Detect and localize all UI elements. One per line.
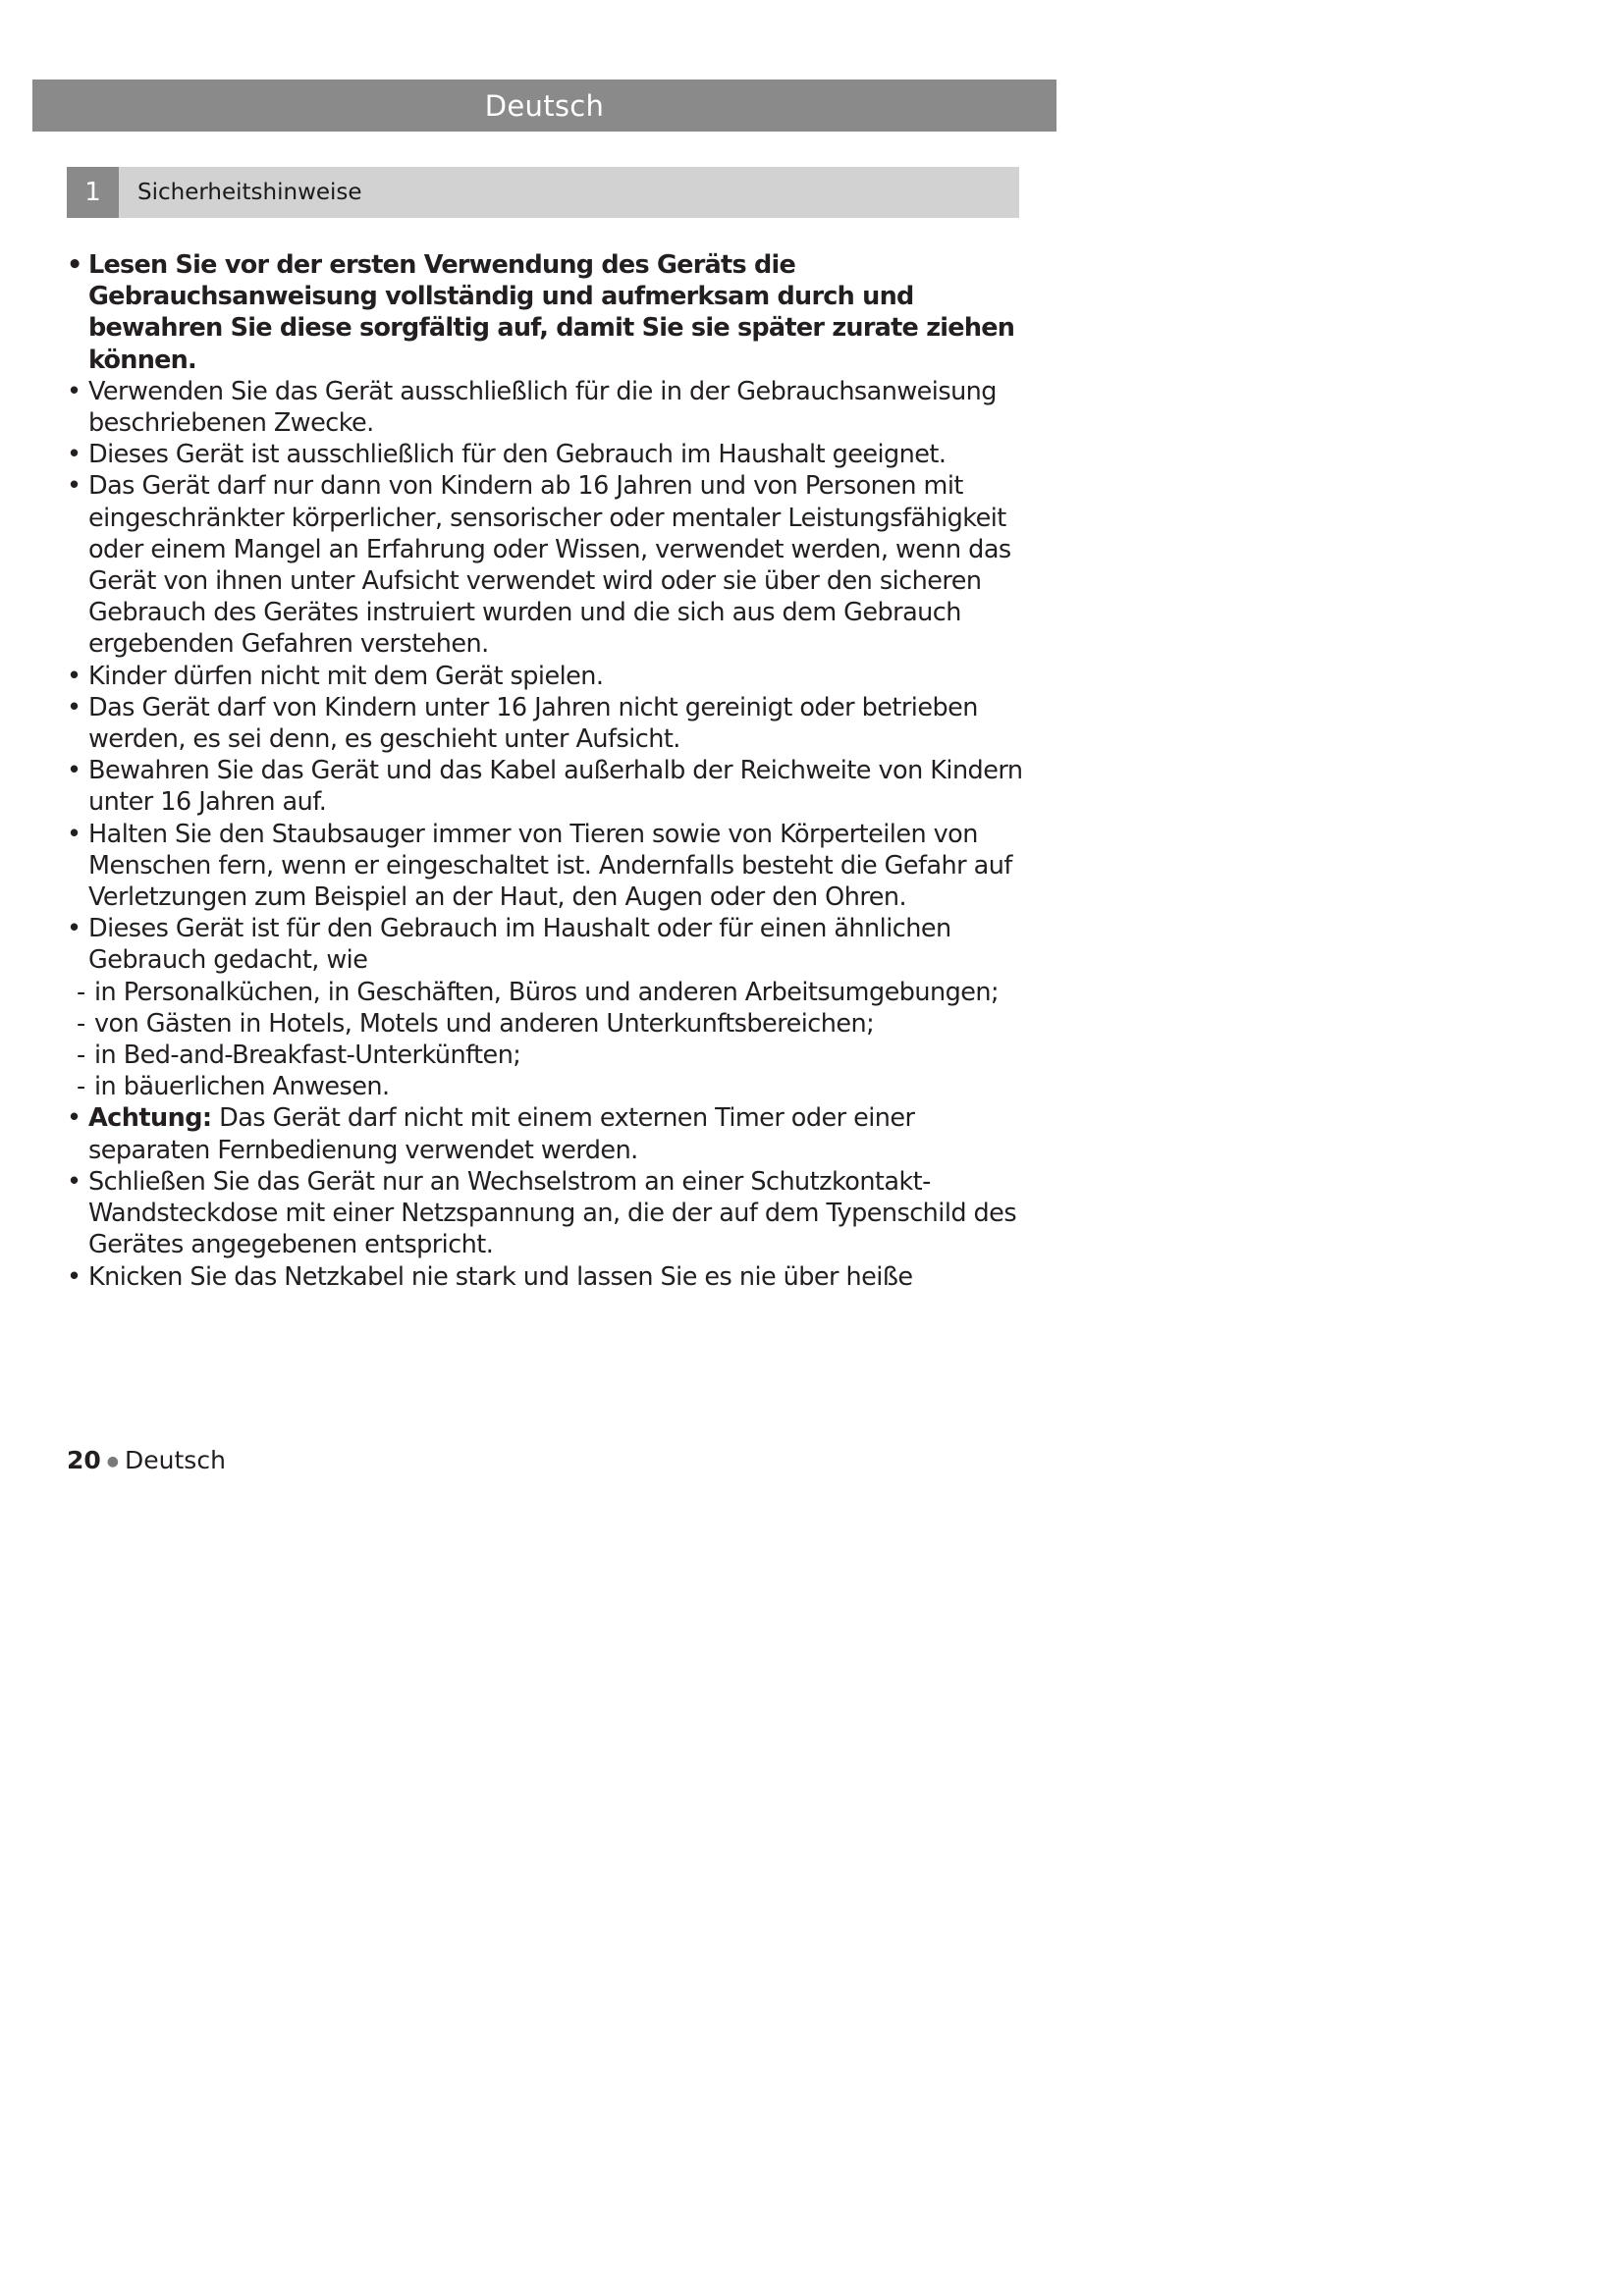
list-item-text: Das Gerät darf von Kindern unter 16 Jahren nicht gereinigt oder betrieben werden, es sei denn, es geschieht unter Aufsicht. — [88, 692, 978, 755]
list-item-text: Kinder dürfen nicht mit dem Gerät spielen. — [88, 661, 604, 691]
sub-list-item-text: in bäuerlichen Anwesen. — [94, 1072, 390, 1102]
list-item-text: Schließen Sie das Gerät nur an Wechselstrom an einer Schutzkontakt-Wandsteckdose mit einer Netzspannung an, die der auf dem Typenschild des Gerätes angegebenen entspricht. — [88, 1166, 1017, 1260]
list-item — [67, 755, 1024, 818]
bullet-icon: • — [67, 756, 81, 786]
list-item-text: Das Gerät darf nicht mit einem externen Timer oder einer separaten Fernbedienung verwendet werden. — [88, 1103, 915, 1165]
list-item-text: Dieses Gerät ist für den Gebrauch im Haushalt oder für einen ähnlichen Gebrauch gedacht, wie — [88, 914, 951, 976]
section-number: 1 — [67, 167, 119, 218]
bullet-icon: • — [67, 819, 81, 849]
language-banner — [32, 80, 1056, 132]
sub-list-item — [67, 977, 1024, 1008]
dash-icon: - — [77, 1041, 85, 1071]
sub-list-item-text: von Gästen in Hotels, Motels und anderen Unterkunftsbereichen; — [94, 1008, 875, 1039]
list-item-text: Bewahren Sie das Gerät und das Kabel außerhalb der Reichweite von Kindern unter 16 Jahren auf. — [88, 756, 1023, 818]
language-banner-title: Deutsch — [484, 88, 605, 123]
section-title: Sicherheitshinweise — [137, 180, 362, 205]
bullet-icon: • — [67, 692, 81, 722]
bullet-icon: • — [67, 440, 81, 470]
safety-instructions-list — [67, 249, 1024, 1293]
list-item — [67, 692, 1024, 755]
page-footer — [67, 1446, 226, 1474]
list-item — [67, 1261, 1024, 1293]
list-item-text: Dieses Gerät ist ausschließlich für den Gebrauch im Haushalt geeignet. — [88, 440, 947, 470]
list-item — [67, 439, 1024, 470]
footer-language: Deutsch — [125, 1446, 226, 1474]
dash-icon: - — [77, 1008, 85, 1039]
section-header — [67, 167, 1019, 218]
list-item — [67, 249, 1024, 376]
bullet-icon: • — [67, 914, 81, 944]
list-item — [67, 913, 1024, 976]
bullet-icon: • — [67, 471, 81, 502]
page-number: 20 — [67, 1446, 101, 1474]
list-item-text: Knicken Sie das Netzkabel nie stark und lassen Sie es nie über heiße — [88, 1261, 913, 1292]
bullet-icon: • — [67, 250, 82, 280]
warning-label: Achtung: — [88, 1103, 212, 1134]
list-item-text: Verwenden Sie das Gerät ausschließlich für die in der Gebrauchsanweisung beschriebenen Zwecke. — [88, 376, 997, 439]
separator-dot-icon: ● — [106, 1454, 120, 1469]
bullet-icon: • — [67, 376, 81, 406]
list-item-text: Lesen Sie vor der ersten Verwendung des Geräts die Gebrauchsanweisung vollständig und aufmerksam durch und bewahren Sie diese sorgfältig auf, damit Sie sie später zurate ziehen können. — [88, 250, 1015, 375]
sub-list-item — [67, 1008, 1024, 1040]
sub-list-item — [67, 1040, 1024, 1071]
sub-list-item-text: in Bed-and-Breakfast-Unterkünften; — [94, 1041, 521, 1071]
sub-list-item — [67, 1071, 1024, 1102]
list-item — [67, 470, 1024, 660]
list-item — [67, 661, 1024, 692]
list-item — [67, 1166, 1024, 1261]
bullet-icon: • — [67, 1166, 81, 1197]
bullet-icon: • — [67, 1103, 81, 1134]
list-item — [67, 1102, 1024, 1165]
list-item — [67, 819, 1024, 914]
bullet-icon: • — [67, 661, 81, 691]
bullet-icon: • — [67, 1261, 81, 1292]
dash-icon: - — [77, 977, 85, 1007]
list-item-text: Halten Sie den Staubsauger immer von Tieren sowie von Körperteilen von Menschen fern, wenn er eingeschaltet ist. Andernfalls besteht die Gefahr auf Verletzungen zum Beispiel an der Haut, den Augen oder den Ohren. — [88, 819, 1012, 913]
dash-icon: - — [77, 1072, 85, 1102]
sub-list-item-text: in Personalküchen, in Geschäften, Büros und anderen Arbeitsumgebungen; — [94, 977, 1000, 1007]
list-item — [67, 376, 1024, 439]
list-item-text: Das Gerät darf nur dann von Kindern ab 16 Jahren und von Personen mit eingeschränkter körperlicher, sensorischer oder mentaler Leistungsfähigkeit oder einem Mangel an Erfahrung oder Wissen, verwendet werden, wenn das Gerät von ihnen unter Aufsicht verwendet wird oder sie über den sicheren Gebrauch des Gerätes instruiert wurden und die sich aus dem Gebrauch ergebenden Gefahren verstehen. — [88, 471, 1011, 660]
